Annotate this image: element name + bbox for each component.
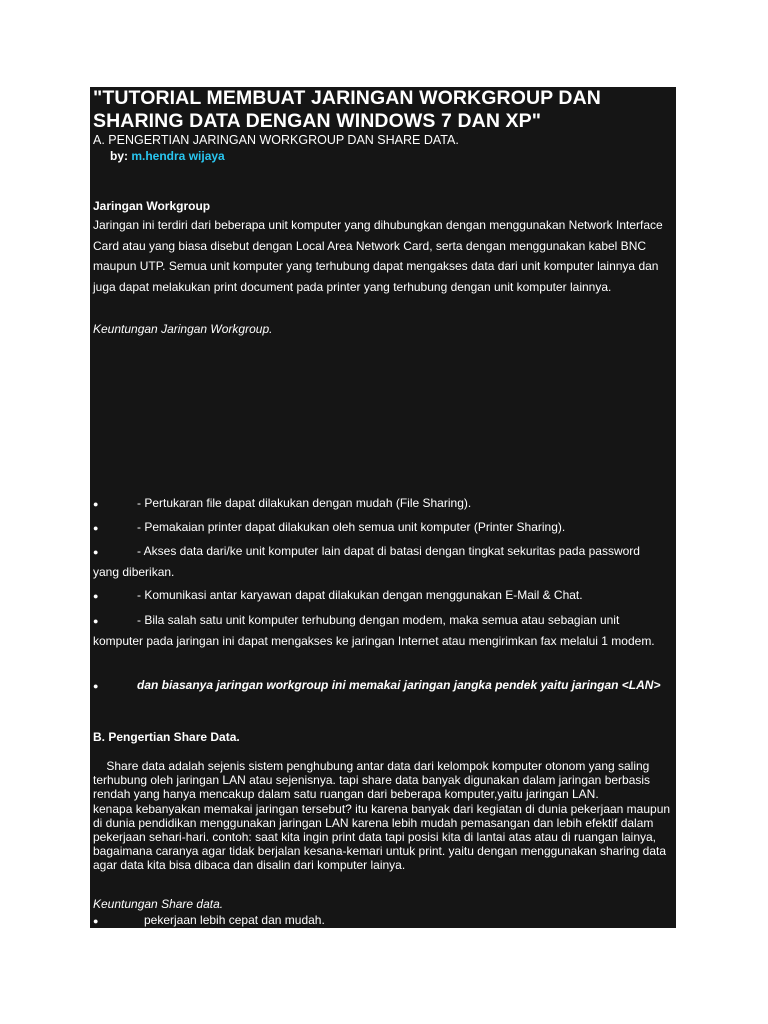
author-name: m.hendra wijaya <box>131 149 225 163</box>
bullet-icon: ● <box>93 680 99 691</box>
list-item-text: - Akses data dari/ke unit komputer lain dapat di batasi dengan tingkat sekuritas pada password yang diberikan. <box>93 544 640 580</box>
share-data-advantages-heading: Keuntungan Share data. <box>93 897 224 911</box>
list-item-text: pekerjaan lebih cepat dan mudah. <box>144 913 325 927</box>
bullet-icon: ● <box>93 546 99 557</box>
bullet-icon: ● <box>93 590 99 601</box>
share-data-body-1: Share data adalah sejenis sistem penghubung antar data dari kelompok komputer otonom yang saling terhubung oleh jaringan LAN atau sejenisnya. tapi share data banyak digunakan dalam jaringan berbasis rendah yang hanya mencakup dalam satu ruangan dari beberapa komputer,yaitu jaringan LAN. <box>93 759 654 802</box>
list-item-text: - Pemakaian printer dapat dilakukan oleh semua unit komputer (Printer Sharing). <box>137 520 566 534</box>
list-item <box>93 585 668 606</box>
list-item <box>93 493 668 514</box>
list-item-text: dan biasanya jaringan workgroup ini memakai jaringan jangka pendek yaitu jaringan <LAN> <box>137 678 661 692</box>
document-title: "TUTORIAL MEMBUAT JARINGAN WORKGROUP DAN SHARING DATA DENGAN WINDOWS 7 DAN XP" <box>93 87 601 132</box>
workgroup-body: Jaringan ini terdiri dari beberapa unit komputer yang dihubungkan dengan menggunakan Network Interface Card atau yang biasa disebut dengan Local Area Network Card, serta dengan menggunakan kabel BNC maupun UTP. Semua unit komputer yang terhubung dapat mengakses data dari unit komputer lainnya dan juga dapat melakukan print document pada printer yang terhubung dengan unit komputer lainnya. <box>93 218 663 294</box>
bullet-icon: ● <box>93 915 99 926</box>
workgroup-heading: Jaringan Workgroup <box>93 199 211 213</box>
workgroup-advantages-heading: Keuntungan Jaringan Workgroup. <box>93 322 273 336</box>
document-page <box>90 87 676 928</box>
list-item-text: - Pertukaran file dapat dilakukan dengan mudah (File Sharing). <box>137 496 472 510</box>
list-item-text: - Bila salah satu unit komputer terhubung dengan modem, maka semua atau sebagian unit komputer pada jaringan ini dapat mengakses ke jaringan Internet atau mengirimkan fax melalui 1 modem. <box>93 613 655 649</box>
byline <box>90 148 676 164</box>
bullet-icon: ● <box>93 522 99 533</box>
list-item <box>93 517 668 538</box>
list-item <box>93 610 668 652</box>
share-data-heading: B. Pengertian Share Data. <box>93 730 240 744</box>
document-subtitle: A. PENGERTIAN JARINGAN WORKGROUP DAN SHARE DATA. <box>93 133 459 147</box>
list-item <box>93 675 668 696</box>
list-item-text: - Komunikasi antar karyawan dapat dilakukan dengan menggunakan E-Mail & Chat. <box>137 588 583 602</box>
byline-label: by: <box>110 149 128 163</box>
list-item <box>93 913 673 928</box>
bullet-icon: ● <box>93 498 99 509</box>
list-item <box>93 541 668 583</box>
bullet-icon: ● <box>93 615 99 626</box>
share-data-body-2: kenapa kebanyakan memakai jaringan tersebut? itu karena banyak dari kegiatan di dunia pekerjaan maupun di dunia pendidikan menggunakan jaringan LAN karena lebih mudah pemasangan dan lebih efektif dalam pekerjaan sehari-hari. contoh: saat kita ingin print data tapi posisi kita di lantai atas atau di ruangan lainya, bagaimana caranya agar tidak berjalan kesana-kemari untuk print. yaitu dengan menggunakan sharing data agar data kita bisa dibaca dan disalin dari komputer lainya. <box>93 802 671 873</box>
